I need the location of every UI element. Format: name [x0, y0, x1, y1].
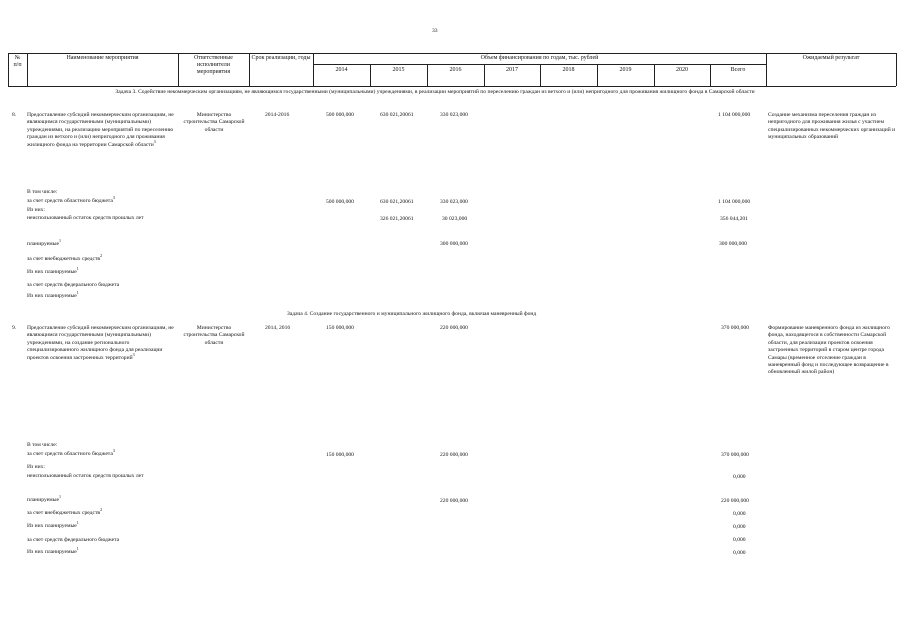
row8-term: 2014-2016	[265, 112, 290, 118]
row8-total: 1 104 000,000	[718, 112, 751, 118]
row8-unused: неиспользованный остаток средств прошлых лет	[27, 215, 144, 221]
header-year-2014: 2014	[335, 67, 348, 73]
row8-obl-2014: 500 000,000	[326, 199, 354, 205]
header-funding: Объем финансирования по годам, тыс. рублей	[480, 55, 599, 61]
row8-fed-planned: Из них планируемые$^1$	[27, 290, 79, 299]
row9-planned-total: 220 000,000	[721, 498, 749, 504]
row9-izn: Из них:	[27, 464, 45, 470]
row9-obl: за счет средств областного бюджета$^3$	[27, 448, 115, 457]
row8-planned-2016: 300 000,000	[440, 241, 468, 247]
row8-fed: за счет средств федерального бюджета	[27, 282, 120, 288]
header-year-2020: 2020	[676, 67, 688, 73]
row9-2014: 150 000,000	[326, 325, 354, 331]
row9-fed-total: 0,000	[733, 537, 746, 543]
header-result: Ожидаемый результат	[802, 55, 860, 61]
row8-2016: 330 023,000	[440, 112, 468, 118]
row8-planned-total: 300 000,000	[719, 241, 747, 247]
row8-planned: планируемые$^1$	[27, 238, 61, 247]
row8-responsible: Министерство строительства Самарской области	[183, 112, 245, 133]
row9-extra-planned: Из них планируемые$^1$	[27, 520, 79, 529]
row9-incl: В том числе:	[27, 442, 58, 448]
row8-incl: В том числе:	[27, 189, 58, 195]
page-number: 33	[432, 28, 438, 34]
row9-num: 9.	[12, 325, 17, 331]
row9-responsible: Министерство строительства Самарской области	[183, 325, 245, 346]
row8-result: Создание механизма переселения граждан из непригодного для проживания жилья с участием специализированных некоммерческих организаций и муниципальных образований	[768, 112, 896, 141]
row8-unused-2015: 326 021,20061	[380, 216, 414, 222]
row9-obl-2016: 220 000,000	[440, 452, 468, 458]
row9-extra: за счет внебюджетных средств$^2$	[27, 507, 103, 516]
row9-total: 370 000,000	[721, 325, 749, 331]
row9-obl-total: 370 000,000	[721, 452, 749, 458]
row8-unused-2016: 30 023,000	[442, 216, 468, 222]
header-name: Наименование мероприятия	[66, 55, 139, 61]
row8-extra-planned: Из них планируемые$^1$	[27, 266, 79, 275]
row8-2014: 500 000,000	[326, 112, 354, 118]
row8-obl-2015: 630 021,20061	[380, 199, 414, 205]
header-year-2018: 2018	[562, 67, 575, 73]
row9-extra-total: 0,000	[733, 511, 746, 517]
header-term: Срок реализации, годы	[251, 55, 311, 61]
header-year-2016: 2016	[449, 67, 462, 73]
row8-name: Предоставление субсидий некоммерческим организациям, не являющимся государственными (муниципальными) учреждениями, на реализацию мероприятий по переселению граждан из ветхого и (или) непригодного для проживания жилищного фонда на территории Самарской области$^3$	[27, 112, 174, 148]
row9-extra-planned-total: 0,000	[733, 524, 746, 530]
row9-result: Формирование маневренного фонда из жилищного фонда, находящегося в собственности Самарской области, для реализации проектов освоения застроенных территорий в старом центре города Самары (временное отселение граждан в маневренный фонд и последующее возвращение в обновленный жилой район)	[768, 325, 890, 376]
header-year-2019: 2019	[619, 67, 632, 73]
row9-obl-2014: 150 000,000	[326, 452, 354, 458]
row8-num: 8.	[12, 112, 17, 118]
row8-extra: за счет внебюджетных средств$^2$	[27, 253, 103, 262]
row9-name: Предоставление субсидий некоммерческим организациям, не являющимся государственными (муниципальными) учреждениями, на создание регионального специализированного жилищного фонда для реализации проектов освоения застроенных территорий$^3$	[27, 325, 174, 361]
row9-2016: 220 000,000	[440, 325, 468, 331]
row8-obl-2016: 330 023,000	[440, 199, 468, 205]
row9-planned: планируемые$^1$	[27, 494, 61, 503]
header-year-2015: 2015	[392, 67, 405, 73]
header-year-2017: 2017	[506, 67, 518, 73]
row8-izn: Из них:	[27, 207, 45, 213]
row9-fed-planned-total: 0,000	[733, 550, 746, 556]
task3-title: Задача 3. Содействие некоммерческим организациям, не являющимся государственными (муниципальными) учреждениями, в реализации мероприятий по переселению граждан из ветхого и (или) непригодного для проживания жилищного фонда в Самарской области	[115, 89, 755, 95]
row9-unused: неиспользованный остаток средств прошлых лет	[27, 473, 144, 479]
row9-planned-2016: 220 000,000	[440, 498, 468, 504]
row8-obl: за счет средств областного бюджета$^3$	[27, 195, 115, 204]
row8-2015: 630 021,20061	[380, 112, 414, 118]
header-total: Всего	[730, 67, 746, 73]
row9-unused-total: 0,000	[733, 474, 746, 480]
row9-term: 2014, 2016	[265, 325, 291, 331]
header-num: № п/п	[13, 55, 22, 68]
header-responsible: Ответственные исполнители мероприятия	[194, 55, 233, 75]
row8-obl-total: 1 104 000,000	[718, 199, 751, 205]
row9-fed-planned: Из них планируемые$^1$	[27, 546, 79, 555]
row8-unused-total: 356 044,201	[720, 216, 748, 222]
row9-fed: за счет средств федерального бюджета	[27, 537, 120, 543]
task4-title: Задача 4. Создание государственного и муниципального жилищного фонда, включая маневренный фонд	[287, 311, 537, 317]
